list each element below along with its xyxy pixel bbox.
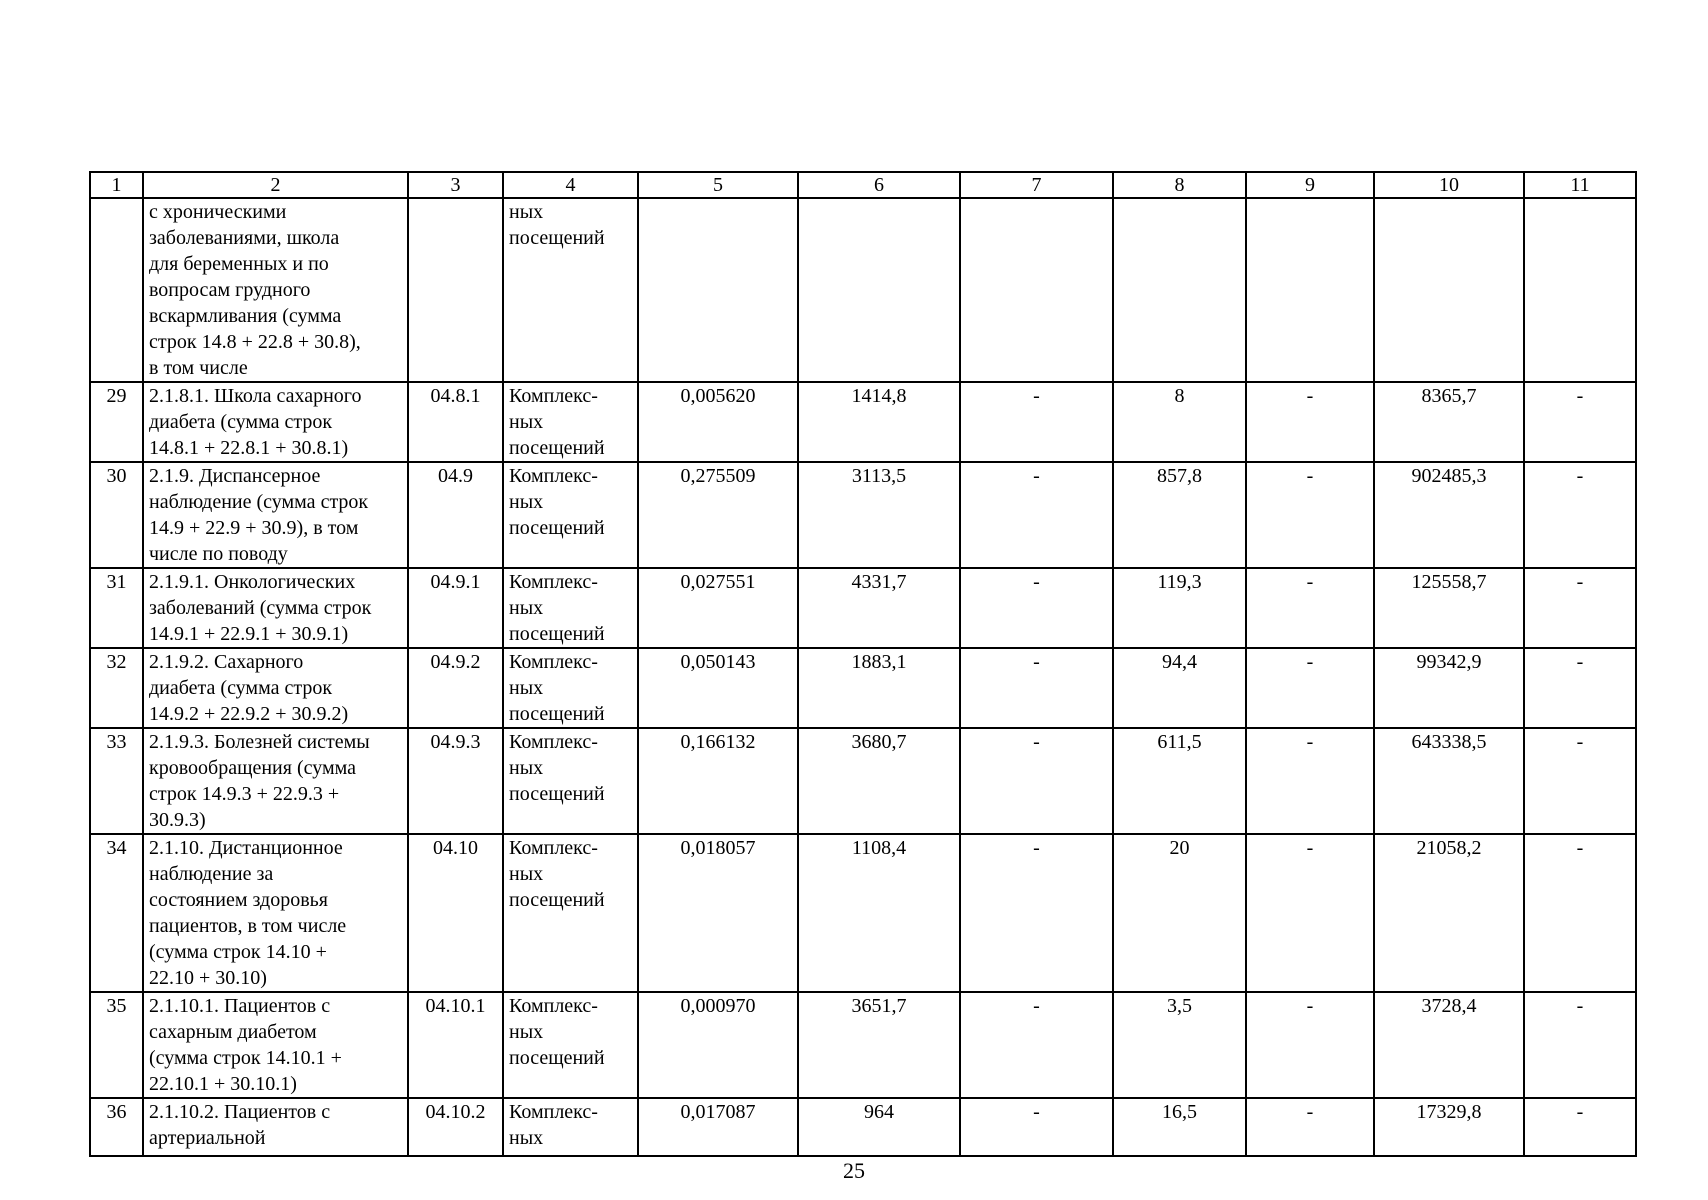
cell-col-7: - bbox=[960, 462, 1113, 568]
cell-col-5: 0,027551 bbox=[638, 568, 798, 648]
row-number: 31 bbox=[90, 568, 143, 648]
table-row bbox=[90, 198, 1636, 382]
cell-col-5 bbox=[638, 198, 798, 382]
table-row bbox=[90, 1098, 1636, 1156]
cell-col-5: 0,017087 bbox=[638, 1098, 798, 1156]
table-row bbox=[90, 648, 1636, 728]
row-number bbox=[90, 198, 143, 382]
row-description: 2.1.10. Дистанционное наблюдение за состоянием здоровья пациентов, в том числе (сумма строк 14.10 + 22.10 + 30.10) bbox=[143, 834, 408, 992]
cell-col-5: 0,005620 bbox=[638, 382, 798, 462]
cell-col-10: 99342,9 bbox=[1374, 648, 1524, 728]
cell-col-6: 1414,8 bbox=[798, 382, 960, 462]
row-description: 2.1.9. Диспансерное наблюдение (сумма строк 14.9 + 22.9 + 30.9), в том числе по поводу bbox=[143, 462, 408, 568]
row-code bbox=[408, 198, 503, 382]
column-header-7: 7 bbox=[960, 172, 1113, 198]
cell-col-9: - bbox=[1246, 728, 1374, 834]
cell-col-6: 3651,7 bbox=[798, 992, 960, 1098]
row-number: 35 bbox=[90, 992, 143, 1098]
cell-col-10 bbox=[1374, 198, 1524, 382]
cell-col-9 bbox=[1246, 198, 1374, 382]
cell-col-7: - bbox=[960, 382, 1113, 462]
row-unit: Комплекс- ных посещений bbox=[503, 728, 638, 834]
cell-col-9: - bbox=[1246, 568, 1374, 648]
cell-col-8: 8 bbox=[1113, 382, 1246, 462]
row-code: 04.8.1 bbox=[408, 382, 503, 462]
cell-col-6: 4331,7 bbox=[798, 568, 960, 648]
cell-col-11 bbox=[1524, 198, 1636, 382]
row-description: 2.1.9.3. Болезней системы кровообращения (сумма строк 14.9.3 + 22.9.3 + 30.9.3) bbox=[143, 728, 408, 834]
column-header-6: 6 bbox=[798, 172, 960, 198]
page-number: 25 bbox=[843, 1158, 865, 1183]
cell-col-6: 3680,7 bbox=[798, 728, 960, 834]
column-header-1: 1 bbox=[90, 172, 143, 198]
row-code: 04.9.1 bbox=[408, 568, 503, 648]
row-description: 2.1.10.1. Пациентов с сахарным диабетом (сумма строк 14.10.1 + 22.10.1 + 30.10.1) bbox=[143, 992, 408, 1098]
column-header-2: 2 bbox=[143, 172, 408, 198]
row-unit: Комплекс- ных посещений bbox=[503, 382, 638, 462]
cell-col-6: 3113,5 bbox=[798, 462, 960, 568]
cell-col-11: - bbox=[1524, 1098, 1636, 1156]
cell-col-10: 125558,7 bbox=[1374, 568, 1524, 648]
cell-col-11: - bbox=[1524, 648, 1636, 728]
cell-col-8: 16,5 bbox=[1113, 1098, 1246, 1156]
table-row bbox=[90, 382, 1636, 462]
cell-col-9: - bbox=[1246, 834, 1374, 992]
table-row bbox=[90, 462, 1636, 568]
row-number: 36 bbox=[90, 1098, 143, 1156]
column-header-4: 4 bbox=[503, 172, 638, 198]
cell-col-10: 3728,4 bbox=[1374, 992, 1524, 1098]
cell-col-5: 0,275509 bbox=[638, 462, 798, 568]
cell-col-5: 0,018057 bbox=[638, 834, 798, 992]
cell-col-8: 20 bbox=[1113, 834, 1246, 992]
cell-col-10: 17329,8 bbox=[1374, 1098, 1524, 1156]
row-description: 2.1.10.2. Пациентов с артериальной bbox=[143, 1098, 408, 1156]
cell-col-6 bbox=[798, 198, 960, 382]
row-unit: Комплекс- ных посещений bbox=[503, 992, 638, 1098]
table-row bbox=[90, 728, 1636, 834]
header-row bbox=[90, 172, 1636, 198]
cell-col-7: - bbox=[960, 568, 1113, 648]
table-row bbox=[90, 992, 1636, 1098]
cell-col-10: 643338,5 bbox=[1374, 728, 1524, 834]
table-row bbox=[90, 568, 1636, 648]
cell-col-8: 611,5 bbox=[1113, 728, 1246, 834]
cell-col-8: 3,5 bbox=[1113, 992, 1246, 1098]
column-header-10: 10 bbox=[1374, 172, 1524, 198]
row-description: 2.1.8.1. Школа сахарного диабета (сумма строк 14.8.1 + 22.8.1 + 30.8.1) bbox=[143, 382, 408, 462]
cell-col-6: 964 bbox=[798, 1098, 960, 1156]
cell-col-10: 21058,2 bbox=[1374, 834, 1524, 992]
cell-col-7: - bbox=[960, 834, 1113, 992]
cell-col-9: - bbox=[1246, 382, 1374, 462]
cell-col-7: - bbox=[960, 992, 1113, 1098]
cell-col-8: 119,3 bbox=[1113, 568, 1246, 648]
row-number: 32 bbox=[90, 648, 143, 728]
cell-col-11: - bbox=[1524, 382, 1636, 462]
column-header-9: 9 bbox=[1246, 172, 1374, 198]
row-unit: Комплекс- ных bbox=[503, 1098, 638, 1156]
column-header-11: 11 bbox=[1524, 172, 1636, 198]
row-unit: Комплекс- ных посещений bbox=[503, 834, 638, 992]
column-header-8: 8 bbox=[1113, 172, 1246, 198]
cell-col-11: - bbox=[1524, 992, 1636, 1098]
cell-col-5: 0,000970 bbox=[638, 992, 798, 1098]
row-number: 34 bbox=[90, 834, 143, 992]
cell-col-6: 1108,4 bbox=[798, 834, 960, 992]
row-code: 04.10.1 bbox=[408, 992, 503, 1098]
row-unit: Комплекс- ных посещений bbox=[503, 568, 638, 648]
column-header-5: 5 bbox=[638, 172, 798, 198]
row-code: 04.9.3 bbox=[408, 728, 503, 834]
cell-col-8: 857,8 bbox=[1113, 462, 1246, 568]
column-header-3: 3 bbox=[408, 172, 503, 198]
cell-col-6: 1883,1 bbox=[798, 648, 960, 728]
row-code: 04.9 bbox=[408, 462, 503, 568]
row-description: 2.1.9.2. Сахарного диабета (сумма строк 14.9.2 + 22.9.2 + 30.9.2) bbox=[143, 648, 408, 728]
cell-col-11: - bbox=[1524, 728, 1636, 834]
cell-col-8: 94,4 bbox=[1113, 648, 1246, 728]
row-number: 30 bbox=[90, 462, 143, 568]
cell-col-9: - bbox=[1246, 1098, 1374, 1156]
row-code: 04.10 bbox=[408, 834, 503, 992]
row-code: 04.10.2 bbox=[408, 1098, 503, 1156]
cell-col-11: - bbox=[1524, 462, 1636, 568]
cell-col-11: - bbox=[1524, 834, 1636, 992]
cell-col-7: - bbox=[960, 728, 1113, 834]
cell-col-7: - bbox=[960, 1098, 1113, 1156]
row-unit: Комплекс- ных посещений bbox=[503, 462, 638, 568]
cell-col-9: - bbox=[1246, 648, 1374, 728]
cell-col-10: 902485,3 bbox=[1374, 462, 1524, 568]
cell-col-5: 0,166132 bbox=[638, 728, 798, 834]
cell-col-7: - bbox=[960, 648, 1113, 728]
row-number: 29 bbox=[90, 382, 143, 462]
cell-col-9: - bbox=[1246, 462, 1374, 568]
cell-col-8 bbox=[1113, 198, 1246, 382]
row-unit: ных посещений bbox=[503, 198, 638, 382]
cell-col-5: 0,050143 bbox=[638, 648, 798, 728]
row-description: с хроническими заболеваниями, школа для беременных и по вопросам грудного вскармливания (сумма строк 14.8 + 22.8 + 30.8), в том числе bbox=[143, 198, 408, 382]
cell-col-10: 8365,7 bbox=[1374, 382, 1524, 462]
row-number: 33 bbox=[90, 728, 143, 834]
table-row bbox=[90, 834, 1636, 992]
row-unit: Комплекс- ных посещений bbox=[503, 648, 638, 728]
cell-col-11: - bbox=[1524, 568, 1636, 648]
data-table bbox=[89, 171, 1637, 1157]
cell-col-9: - bbox=[1246, 992, 1374, 1098]
cell-col-7 bbox=[960, 198, 1113, 382]
row-description: 2.1.9.1. Онкологических заболеваний (сумма строк 14.9.1 + 22.9.1 + 30.9.1) bbox=[143, 568, 408, 648]
row-code: 04.9.2 bbox=[408, 648, 503, 728]
